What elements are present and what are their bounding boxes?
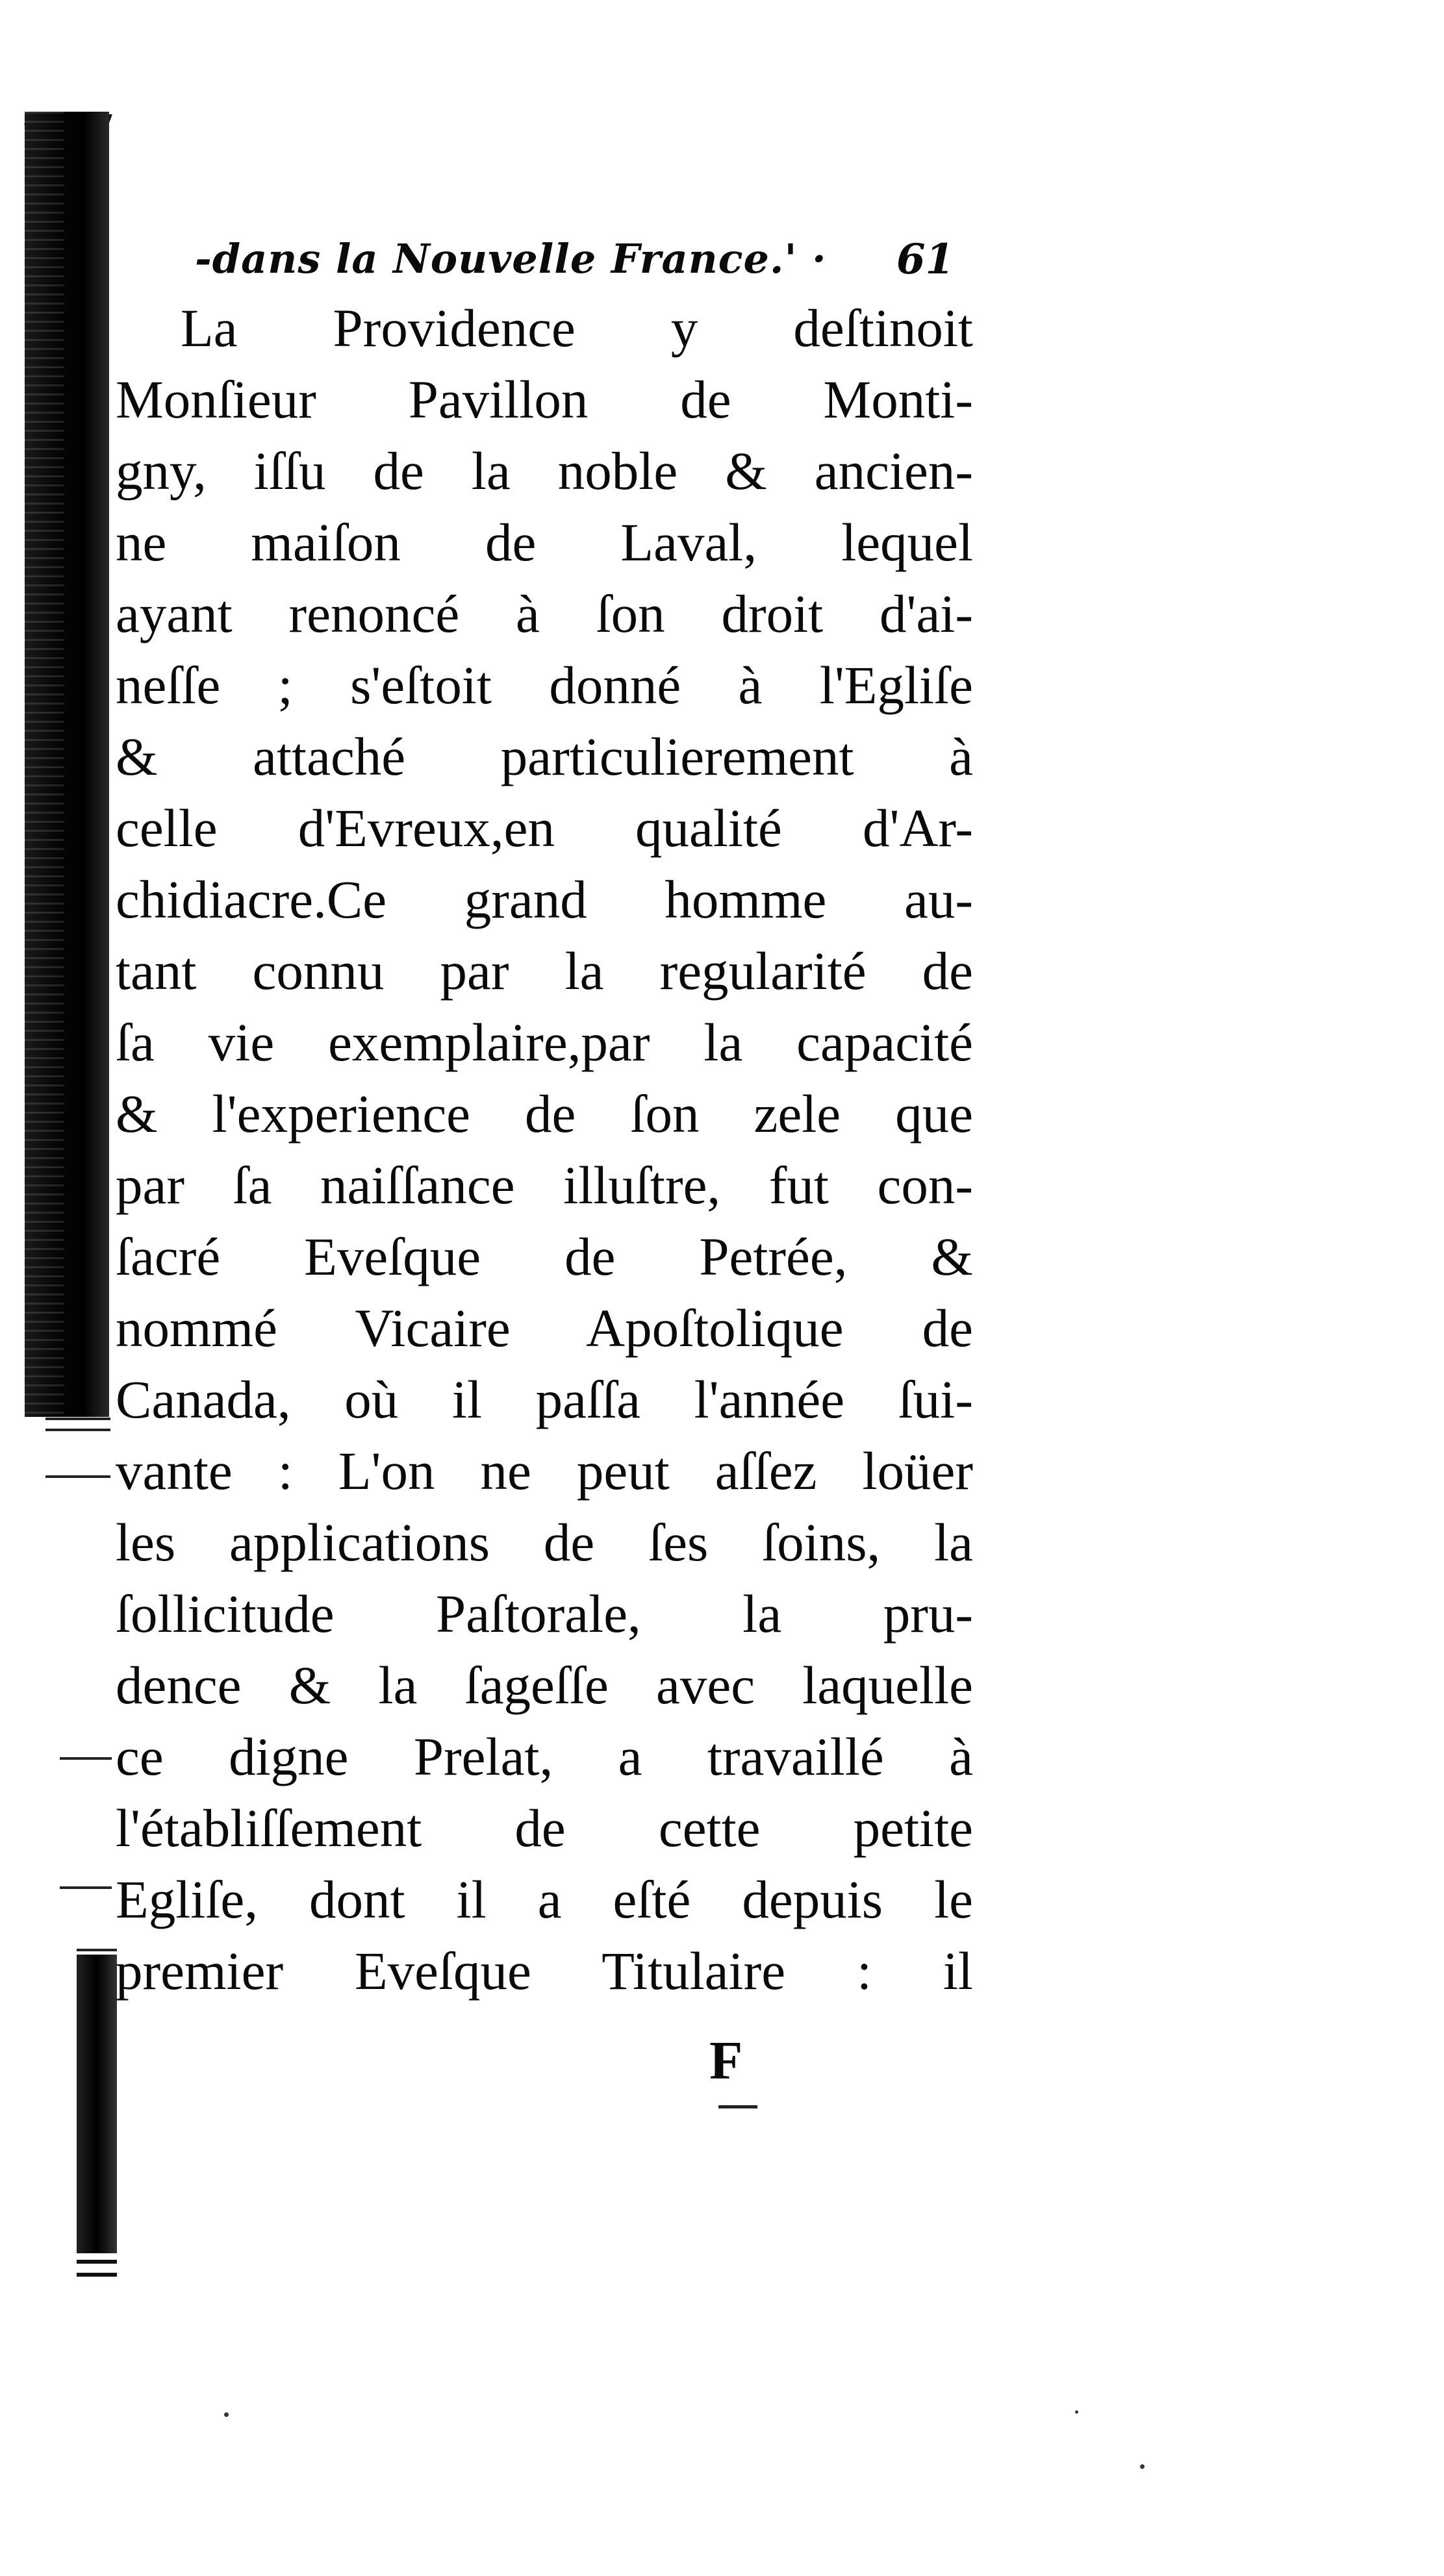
text-line: & l'experience de ſon zele que (116, 1084, 973, 1144)
text-line: par ſa naiſſance illuſtre, fut con- (116, 1155, 973, 1215)
margin-rule (45, 1475, 110, 1478)
scan-speck (1075, 2410, 1078, 2414)
text-line: neſſe ; s'eſtoit donné à l'Egliſe (116, 655, 973, 715)
running-header (195, 235, 974, 294)
text-line: chidiacre.Ce grand homme au- (116, 869, 973, 929)
text-line: ne maiſon de Laval, lequel (116, 512, 973, 572)
text-line: dence & la ſageſſe avec laquelle (116, 1655, 973, 1715)
running-title: -dans la Nouvelle France.' · (195, 235, 827, 282)
text-line: vante : L'on ne peut aſſez loüer (116, 1441, 973, 1501)
text-line: tant connu par la regularité de (116, 941, 973, 1001)
text-line: La Providence y deſtinoit (181, 298, 973, 358)
catchword: F (709, 2031, 743, 2091)
text-line: gny, iſſu de la noble & ancien- (116, 441, 973, 501)
text-line: les applications de ſes ſoins, la (116, 1512, 973, 1572)
margin-rule (60, 1886, 112, 1889)
text-line: Egliſe, dont il a eſté depuis le (116, 1869, 973, 1929)
margin-rule (77, 1949, 117, 1951)
text-line: ce digne Prelat, a travaillé à (116, 1727, 973, 1786)
binding-shadow-lower (77, 1955, 117, 2253)
margin-rule (77, 2273, 117, 2277)
scan-speck (1140, 2464, 1145, 2469)
binding-shadow (25, 112, 109, 1417)
text-line: ſollicitude Paſtorale, la pru- (116, 1584, 973, 1644)
scan-speck (224, 2412, 229, 2417)
text-line: Monſieur Pavillon de Monti- (116, 369, 973, 429)
text-line: l'établiſſement de cette petite (116, 1798, 973, 1858)
text-line: Canada, où il paſſa l'année ſui- (116, 1369, 973, 1429)
margin-rule (60, 1757, 112, 1760)
text-line: premier Eveſque Titulaire : il (116, 1941, 973, 2001)
text-line: ayant renoncé à ſon droit d'ai- (116, 584, 973, 644)
text-line: ſacré Eveſque de Petrée, & (116, 1227, 973, 1286)
text-line: nommé Vicaire Apoſtolique de (116, 1298, 973, 1358)
catchword-underline (718, 2105, 757, 2108)
text-line: celle d'Evreux,en qualité d'Ar- (116, 798, 973, 858)
page-number: 61 (896, 235, 955, 284)
margin-rule (45, 1418, 110, 1420)
margin-rule (77, 2260, 117, 2264)
text-line: ſa vie exemplaire,par la capacité (116, 1012, 973, 1072)
margin-rule (45, 1429, 110, 1431)
text-line: & attaché particulierement à (116, 727, 973, 786)
